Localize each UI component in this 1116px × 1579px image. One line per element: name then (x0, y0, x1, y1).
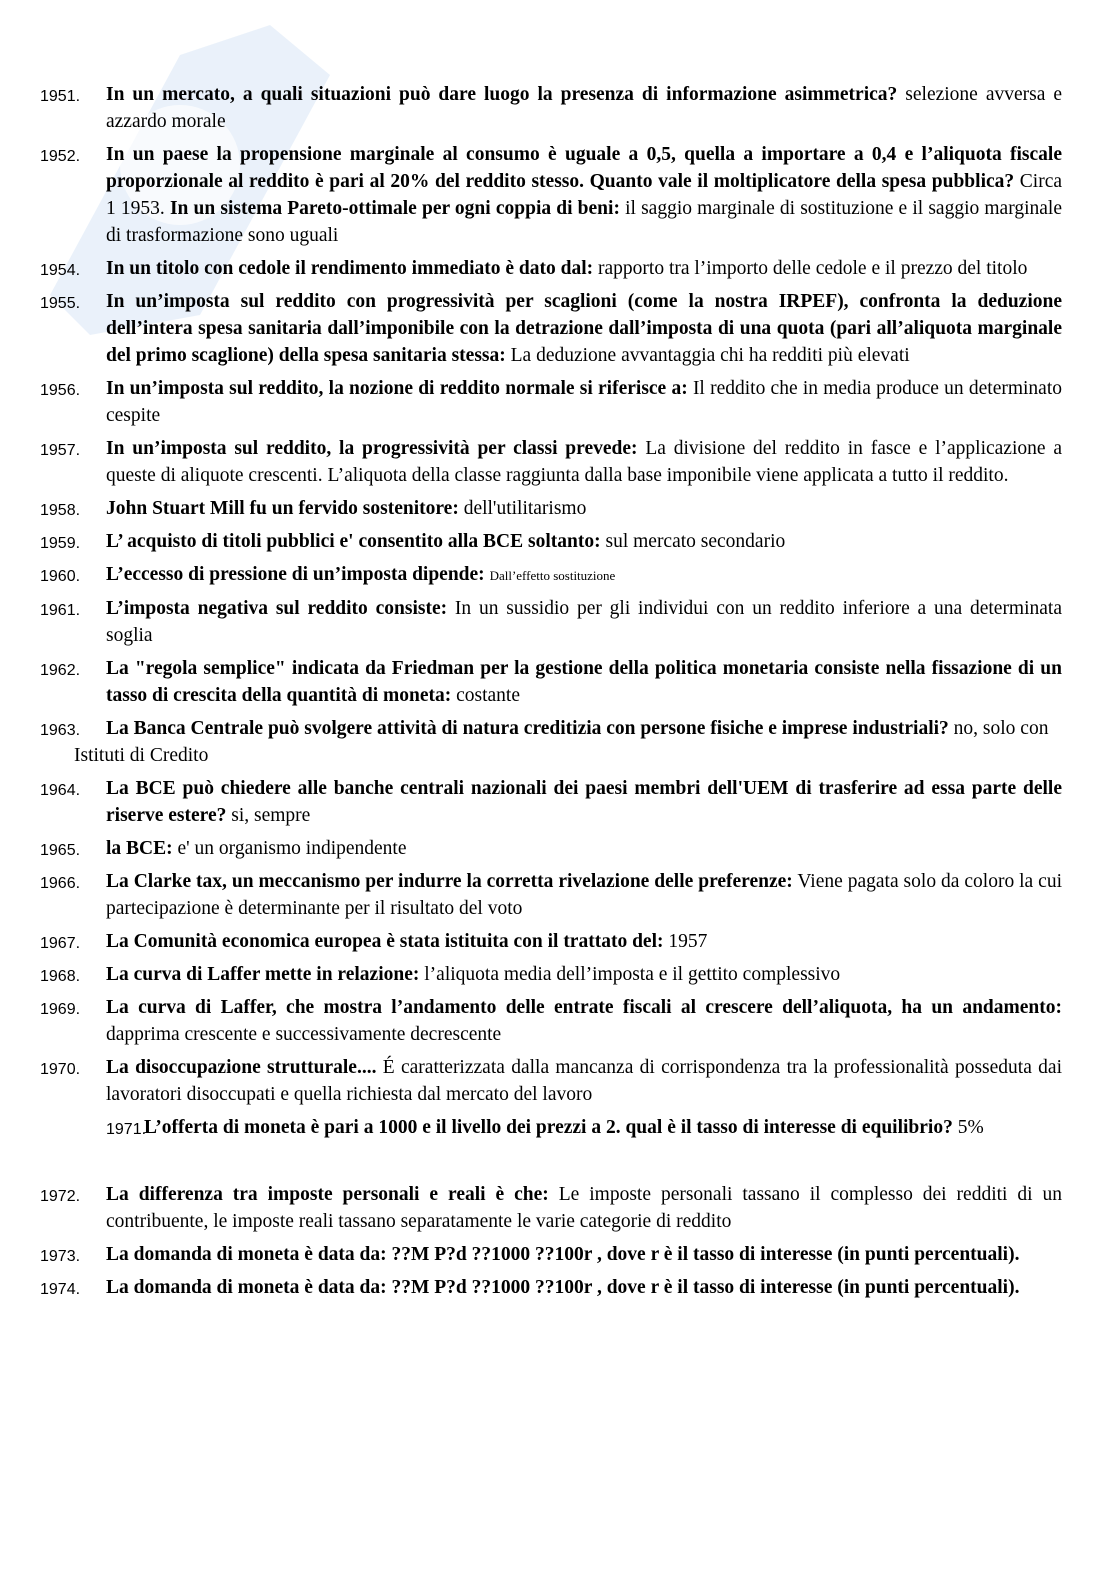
question-item (40, 561, 1062, 589)
question-number: 1964. (40, 782, 81, 799)
question-text: La domanda di moneta è data da: ??M P?d ??1000 ??100r , dove r è il tasso di interesse (in punti percentuali). (106, 1277, 1020, 1298)
answer-text: il saggio marginale di sostituzione e il saggio marginale di trasformazione sono uguali (106, 198, 1062, 246)
question-text: In un paese la propensione marginale al consumo è uguale a 0,5, quella a importare a 0,4 e l’aliquota fiscale proporzionale al reddito è pari al 20% del reddito stesso. Quanto vale il moltiplicatore della spesa pubblica? (106, 144, 1062, 192)
question-item (40, 961, 1062, 988)
question-number: 1974. (40, 1281, 81, 1298)
question-item (40, 1114, 1062, 1141)
question-text: In un’imposta sul reddito con progressività per scaglioni (come la nostra IRPEF), confronta la deduzione dell’intera spesa sanitaria dall’imponibile con la detrazione dall’imposta di una quota (pari all’aliquota marginale del primo scaglione) della spesa sanitaria stessa: (106, 291, 1062, 366)
answer-text: sul mercato secondario (605, 531, 786, 552)
answer-text: si, sempre (231, 805, 311, 826)
question-item (40, 715, 1062, 742)
question-text: L’offerta di moneta è pari a 1000 e il livello dei prezzi a 2. qual è il tasso di interesse di equilibrio? (144, 1117, 953, 1138)
question-number: 1970. (40, 1061, 81, 1078)
question-text: La disoccupazione strutturale.... (106, 1057, 377, 1078)
question-text: La differenza tra imposte personali e reali è che: (106, 1184, 549, 1205)
question-number: 1952. (40, 148, 81, 165)
answer-text: É caratterizzata dalla mancanza di corrispondenza tra la professionalità posseduta dai lavoratori disoccupati e quella richiesta dal mercato del lavoro (106, 1057, 1062, 1105)
question-text: La Clarke tax, un meccanismo per indurre la corretta rivelazione delle preferenze: (106, 871, 793, 892)
answer-text: costante (456, 685, 520, 706)
question-item (40, 1054, 1062, 1108)
question-number: 1965. (40, 842, 81, 859)
question-text: La Banca Centrale può svolgere attività di natura creditizia con persone fisiche e imprese industriali? (106, 718, 949, 739)
question-item (40, 81, 1062, 135)
question-number: 1954. (40, 262, 81, 279)
question-item (40, 1241, 1062, 1268)
question-text: la BCE: (106, 838, 173, 859)
answer-text: La deduzione avvantaggia chi ha redditi più elevati (510, 345, 910, 366)
question-number: 1969. (40, 1001, 81, 1018)
question-item (40, 255, 1062, 282)
question-text: La domanda di moneta è data da: ??M P?d ??1000 ??100r , dove r è il tasso di interesse (in punti percentuali). (106, 1244, 1020, 1265)
question-text: La Comunità economica europea è stata istituita con il trattato del: (106, 931, 664, 952)
answer-text: La divisione del reddito in fasce e l’applicazione a queste di aliquote crescenti. L’aliquota della classe raggiunta dalla base imponibile viene applicata a tutto il reddito. (106, 438, 1062, 486)
answer-text: Le imposte personali tassano il complesso dei redditi di un contribuente, le imposte reali tassano separatamente le varie categorie di reddito (106, 1184, 1063, 1232)
question-item (40, 288, 1062, 369)
answer-continuation: Istituti di Credito (74, 745, 209, 766)
question-number: 1968. (40, 968, 81, 985)
answer-text: dapprima crescente e successivamente decrescente (106, 1024, 502, 1045)
question-text: John Stuart Mill fu un fervido sostenitore: (106, 498, 459, 519)
question-number: 1966. (40, 875, 81, 892)
question-item (40, 595, 1062, 649)
question-number: 1963. (40, 722, 81, 739)
question-item (40, 141, 1062, 249)
answer-text: rapporto tra l’importo delle cedole e il prezzo del titolo (598, 258, 1028, 279)
answer-text: 5% (957, 1117, 984, 1138)
answer-text: e' un organismo indipendente (177, 838, 407, 859)
question-number: 1967. (40, 935, 81, 952)
question-item (40, 928, 1062, 955)
answer-text: selezione avversa e azzardo morale (106, 84, 1063, 132)
question-item (40, 1274, 1062, 1301)
question-item (40, 994, 1062, 1048)
answer-text: In un sussidio per gli individui con un reddito inferiore a una determinata soglia (106, 598, 1062, 646)
question-number: 1972. (40, 1188, 81, 1205)
answer-text: Viene pagata solo da coloro la cui partecipazione è determinante per il risultato del voto (106, 871, 1062, 919)
question-number: 1955. (40, 295, 81, 312)
question-text: L’eccesso di pressione di un’imposta dipende: (106, 564, 485, 585)
answer-text: l’aliquota media dell’imposta e il gettito complessivo (424, 964, 841, 985)
question-number: 1958. (40, 502, 81, 519)
question-item (40, 1181, 1062, 1235)
question-item (40, 868, 1062, 922)
question-item (40, 835, 1062, 862)
question-item (40, 655, 1062, 709)
question-item (40, 435, 1062, 489)
question-number: 1973. (40, 1248, 81, 1265)
question-number: 1951. (40, 88, 81, 105)
question-list (40, 81, 1062, 1307)
question-text: La curva di Laffer, che mostra l’andamento delle entrate fiscali al crescere dell’aliquota, ha un andamento: (106, 997, 1062, 1018)
answer-text: Dall’effetto sostituzione (489, 568, 616, 583)
question-item (40, 775, 1062, 829)
question-number: 1960. (40, 568, 81, 585)
question-item (40, 375, 1062, 429)
question-number: 1959. (40, 535, 81, 552)
question-text: La "regola semplice" indicata da Friedman per la gestione della politica monetaria consiste nella fissazione di un tasso di crescita della quantità di moneta: (106, 658, 1062, 706)
question-number: 1962. (40, 662, 81, 679)
question-item (40, 528, 1062, 555)
question-text: In un titolo con cedole il rendimento immediato è dato dal: (106, 258, 594, 279)
question-text: La curva di Laffer mette in relazione: (106, 964, 420, 985)
spacer (40, 1147, 1062, 1181)
question-text: In un mercato, a quali situazioni può dare luogo la presenza di informazione asimmetrica? (106, 84, 898, 105)
question-text: In un’imposta sul reddito, la nozione di reddito normale si riferisce a: (106, 378, 688, 399)
answer-text: Circa 1 1953. (106, 171, 1063, 219)
answer-text: Il reddito che in media produce un determinato cespite (106, 378, 1063, 426)
answer-text: 1957 (668, 931, 708, 952)
answer-text: dell'utilitarismo (463, 498, 587, 519)
question-text: La BCE può chiedere alle banche centrali nazionali dei paesi membri dell'UEM di trasferire ad essa parte delle riserve estere? (106, 778, 1062, 826)
question-number: 1971. (106, 1121, 147, 1138)
answer-text: no, solo con (953, 718, 1049, 739)
question-number: 1961. (40, 602, 81, 619)
question-number: 1956. (40, 382, 81, 399)
question-text: In un sistema Pareto-ottimale per ogni coppia di beni: (169, 198, 620, 219)
question-number: 1957. (40, 442, 81, 459)
question-text: In un’imposta sul reddito, la progressività per classi prevede: (106, 438, 638, 459)
question-item (40, 495, 1062, 522)
question-text: L’ acquisto di titoli pubblici e' consentito alla BCE soltanto: (106, 531, 601, 552)
question-text: L’imposta negativa sul reddito consiste: (106, 598, 448, 619)
